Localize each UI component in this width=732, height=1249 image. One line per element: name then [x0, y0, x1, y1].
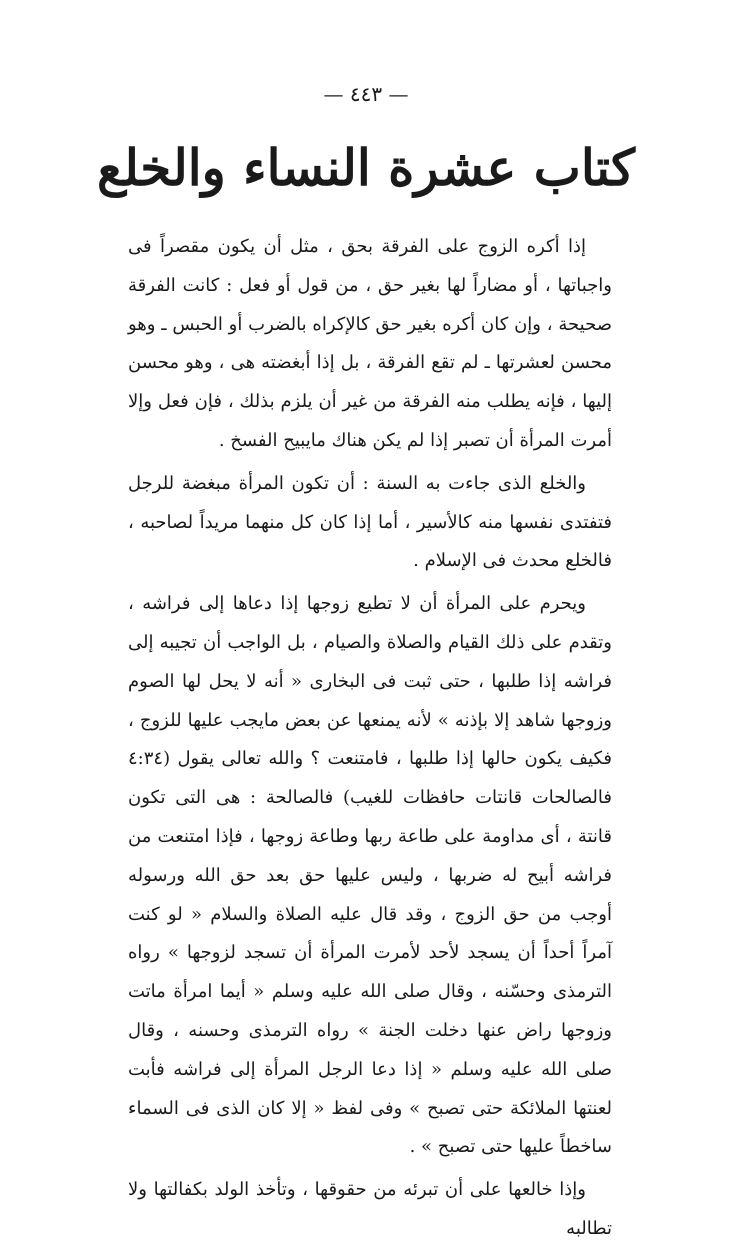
paragraph: والخلع الذى جاءت به السنة : أن تكون المرأة مبغضة للرجل فتفتدى نفسها منه كالأسير ، أما إذا كان كل منهما مريداً لصاحبه ، فالخلع محدث فى الإسلام . [128, 472, 612, 572]
paragraph: ويحرم على المرأة أن لا تطيع زوجها إذا دعاها إلى فراشه ، وتقدم على ذلك القيام والصلاة والصيام ، بل الواجب أن تجيبه إلى فراشه إذا طلبها ، حتى ثبت فى البخارى « أنه لا يحل لها الصوم وزوجها شاهد إلا بإذنه » لأنه يمنعها عن بعض مايجب عليها للزوج ، فكيف يكون حالها إذا طلبها ، فامتنعت ؟ والله تعالى يقول (٤:٣٤ فالصالحات قانتات حافظات للغيب) فالصالحة : هى التى تكون قانتة ، أى مداومة على طاعة ربها وطاعة زوجها ، فإذا امتنعت من فراشه أبيح له ضربها ، وليس عليها حق بعد حق الله ورسوله أوجب من حق الزوج ، وقد قال عليه الصلاة والسلام « لو كنت آمراً أحداً أن يسجد لأحد لأمرت المرأة أن تسجد لزوجها » رواه الترمذى وحسّنه ، وقال صلى الله عليه وسلم « أيما امرأة ماتت وزوجها راض عنها دخلت الجنة » رواه الترمذى وحسنه ، وقال صلى الله عليه وسلم « إذا دعا الرجل المرأة إلى فراشه فأبت لعنتها الملائكة حتى تصبح » وفى لفظ « إلا كان الذى فى السماء ساخطاً عليها حتى تصبح » . [128, 593, 612, 1158]
page-number: — ٤٤٣ — [323, 82, 409, 106]
chapter-title: كتاب عشرة النساء والخلع [97, 138, 635, 197]
body-text [128, 228, 612, 1249]
paragraph: إذا أكره الزوج على الفرقة بحق ، مثل أن يكون مقصراً فى واجباتها ، أو مضاراً لها بغير حق ، من قول أو فعل : كانت الفرقة صحيحة ، وإن كان أكره بغير حق كالإكراه بالضرب أو الحبس ـ وهو محسن لعشرتها ـ لم تقع الفرقة ، بل إذا أبغضته هى ، وهو محسن إليها ، فإنه يطلب منه الفرقة من غير أن يلزم بذلك ، فإن فعل وإلا أمرت المرأة أن تصبر إذا لم يكن هناك مايبيح الفسخ . [128, 236, 612, 451]
paragraph: وإذا خالعها على أن تبرئه من حقوقها ، وتأخذ الولد بكفالتها ولا تطالبه [128, 1179, 612, 1239]
